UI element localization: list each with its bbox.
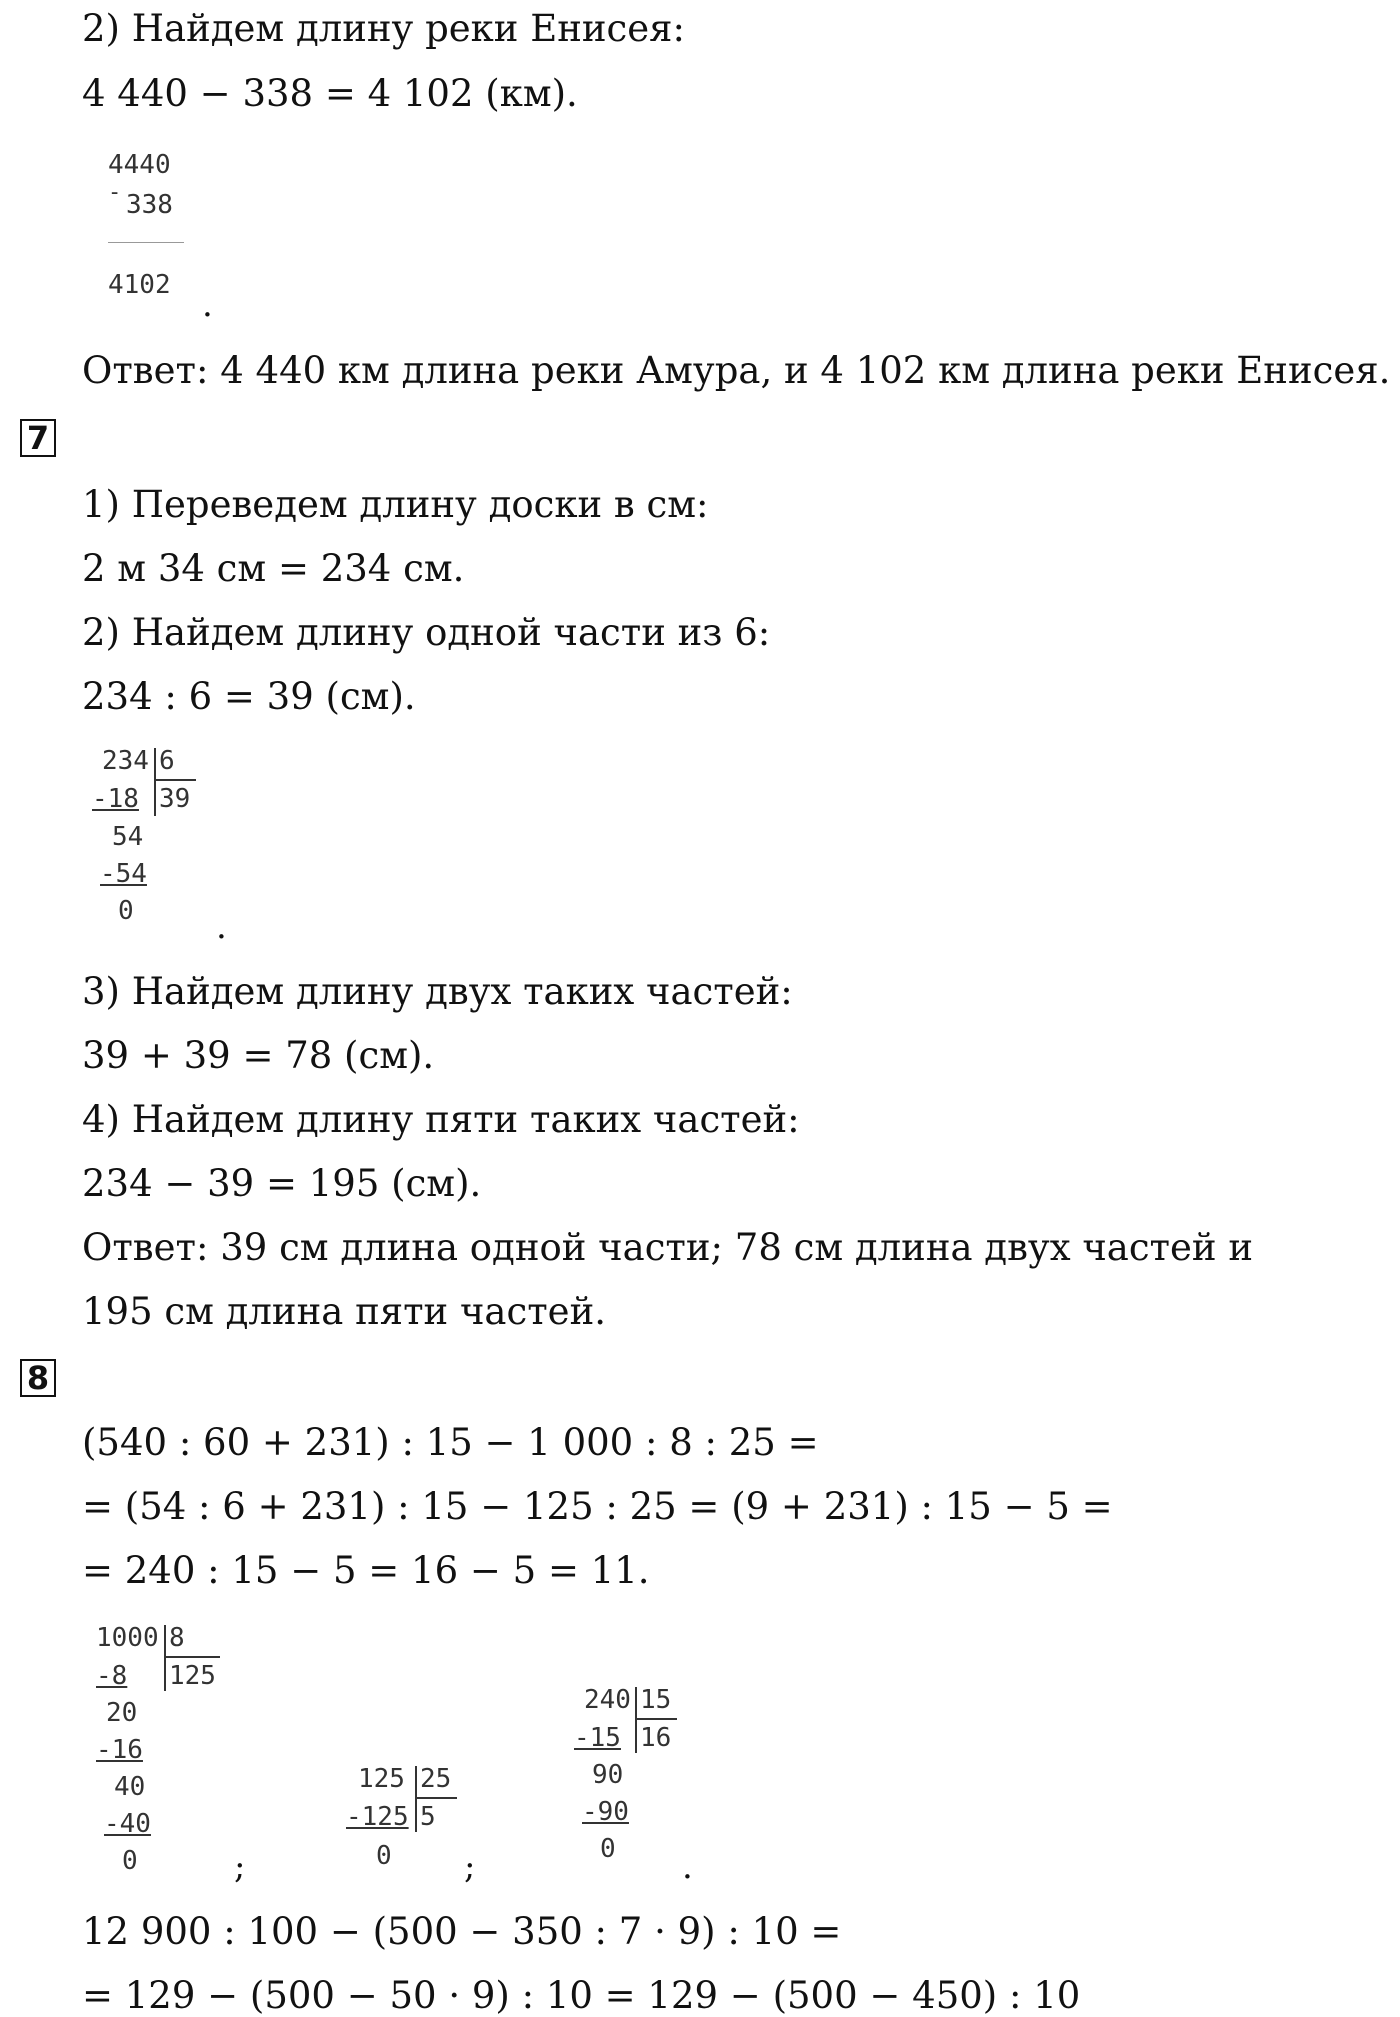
step-title: 2) Найдем длину реки Енисея: bbox=[82, 7, 685, 50]
divisor: 15 bbox=[640, 1685, 672, 1715]
end-dot: . bbox=[682, 1847, 693, 1887]
minuend: 4440 bbox=[108, 150, 171, 180]
step-subtract: -8 bbox=[96, 1661, 128, 1691]
task7-line-7: 4) Найдем длину пяти таких частей: bbox=[82, 1098, 800, 1141]
quotient: 125 bbox=[169, 1661, 216, 1691]
quotient: 16 bbox=[640, 1723, 672, 1753]
division-bar bbox=[164, 1625, 166, 1691]
task7-line-8: 234 − 39 = 195 (см). bbox=[82, 1162, 482, 1205]
dividend: 234 bbox=[102, 746, 149, 776]
step-remainder: 0 bbox=[376, 1841, 392, 1871]
task7-answer-1: Ответ: 39 см длина одной части; 78 см длина двух частей и bbox=[82, 1226, 1254, 1269]
task7-line-2: 2 м 34 см = 234 см. bbox=[82, 547, 465, 590]
task7-answer-2: 195 см длина пяти частей. bbox=[82, 1290, 606, 1333]
task8-line-3: = 240 : 15 − 5 = 16 − 5 = 11. bbox=[82, 1549, 650, 1592]
task-number-8: 8 bbox=[20, 1359, 56, 1397]
task7-line-4: 234 : 6 = 39 (см). bbox=[82, 675, 416, 718]
end-dot: . bbox=[202, 285, 213, 325]
quotient-line bbox=[154, 779, 196, 781]
task8-line-4: 12 900 : 100 − (500 − 350 : 7 · 9) : 10 = bbox=[82, 1910, 842, 1953]
separator: ; bbox=[234, 1847, 246, 1887]
divisor: 25 bbox=[420, 1764, 452, 1794]
task7-line-1: 1) Переведем длину доски в см: bbox=[82, 483, 709, 526]
divisor: 6 bbox=[159, 746, 175, 776]
task7-line-3: 2) Найдем длину одной части из 6: bbox=[82, 611, 771, 654]
dividend: 1000 bbox=[96, 1623, 159, 1653]
dividend: 125 bbox=[358, 1764, 405, 1794]
minus-sign: - bbox=[108, 180, 122, 205]
step-subtract: -18 bbox=[92, 784, 139, 814]
step-remainder: 0 bbox=[122, 1846, 138, 1876]
quotient-line bbox=[164, 1656, 220, 1658]
step-subtract: -90 bbox=[582, 1797, 629, 1827]
step-subtract: -54 bbox=[100, 859, 147, 889]
dividend: 240 bbox=[584, 1685, 631, 1715]
step-remainder: 20 bbox=[106, 1698, 138, 1728]
long-division bbox=[90, 748, 210, 928]
task8-line-1: (540 : 60 + 231) : 15 − 1 000 : 8 : 25 = bbox=[82, 1421, 819, 1464]
step-remainder: 54 bbox=[112, 822, 144, 852]
division-bar bbox=[415, 1766, 417, 1832]
step-subtract: -125 bbox=[346, 1802, 409, 1832]
task8-line-5: = 129 − (500 − 50 · 9) : 10 = 129 − (500 − 450) : 10 bbox=[82, 1974, 1081, 2017]
expression: 4 440 − 338 = 4 102 (км). bbox=[82, 72, 578, 115]
long-division-240-by-15 bbox=[574, 1687, 714, 1867]
step-remainder: 90 bbox=[592, 1760, 624, 1790]
task7-line-6: 39 + 39 = 78 (см). bbox=[82, 1034, 435, 1077]
step-remainder: 40 bbox=[114, 1772, 146, 1802]
result-line bbox=[108, 242, 184, 243]
long-division-1000-by-8 bbox=[94, 1625, 234, 1875]
task8-line-2: = (54 : 6 + 231) : 15 − 125 : 25 = (9 + 231) : 15 − 5 = bbox=[82, 1485, 1113, 1528]
division-bar bbox=[635, 1687, 637, 1753]
step-subtract: -15 bbox=[574, 1723, 621, 1753]
task7-line-5: 3) Найдем длину двух таких частей: bbox=[82, 970, 793, 1013]
quotient: 5 bbox=[420, 1802, 436, 1832]
step-subtract: -16 bbox=[96, 1735, 143, 1765]
quotient: 39 bbox=[159, 784, 191, 814]
quotient-line bbox=[415, 1797, 457, 1799]
answer: Ответ: 4 440 км длина реки Амура, и 4 102 км длина реки Енисея. bbox=[82, 349, 1391, 392]
subtrahend: 338 bbox=[126, 190, 173, 220]
separator: ; bbox=[464, 1847, 476, 1887]
step-remainder: 0 bbox=[600, 1834, 616, 1864]
quotient-line bbox=[635, 1718, 677, 1720]
divisor: 8 bbox=[169, 1623, 185, 1653]
end-dot: . bbox=[216, 907, 227, 947]
division-bar bbox=[154, 748, 156, 816]
difference: 4102 bbox=[108, 270, 171, 300]
task-number-7: 7 bbox=[20, 419, 56, 457]
step-subtract: -40 bbox=[104, 1809, 151, 1839]
step-remainder: 0 bbox=[118, 896, 134, 926]
